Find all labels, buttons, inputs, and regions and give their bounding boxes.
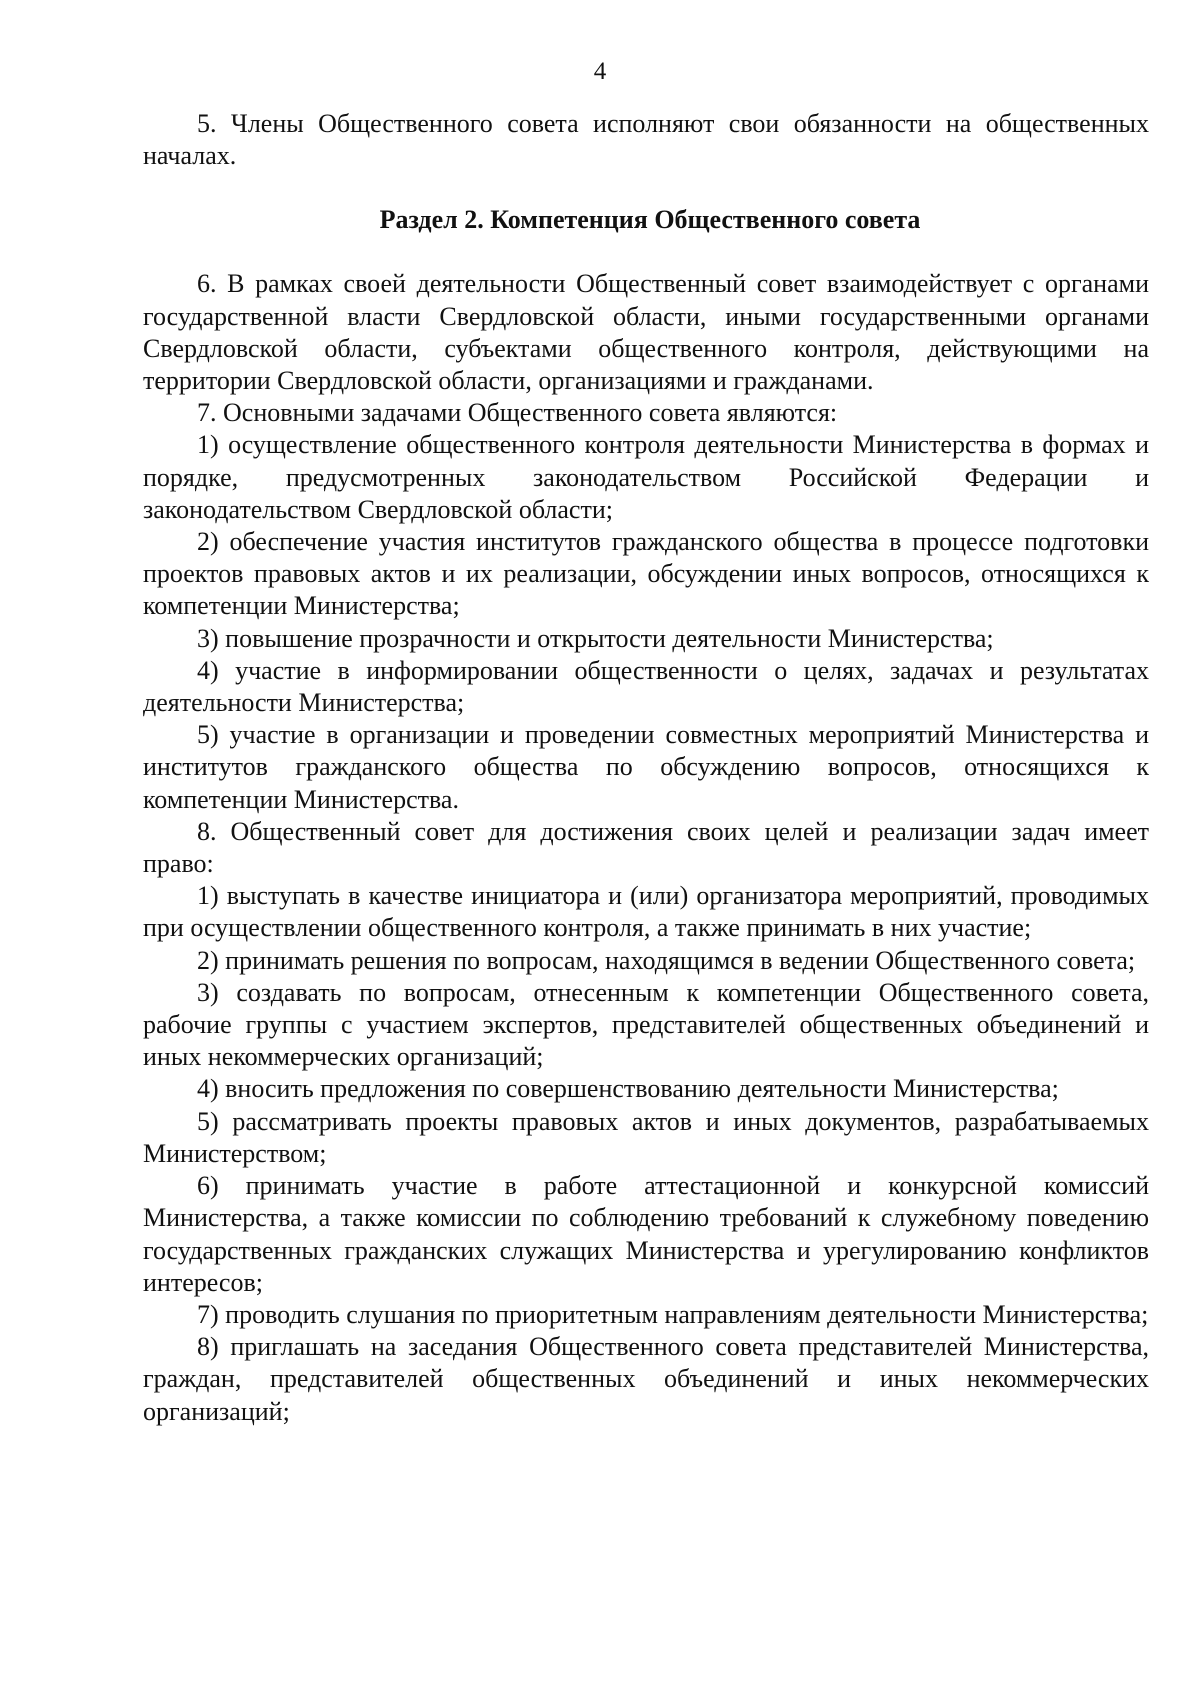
page-number: 4: [593, 58, 607, 85]
paragraph-8-item-2: 2) принимать решения по вопросам, находящимся в ведении Общественного совета;: [197, 945, 1136, 975]
document-body: [143, 108, 1149, 1428]
paragraph-8-item-6: 6) принимать участие в работе аттестационной и конкурсной комиссий Министерства, а также комиссии по соблюдению требований к служебному поведению государственных гражданских служащих Министерства и урегулированию конфликтов интересов;: [143, 1171, 1149, 1297]
paragraph-7: 7. Основными задачами Общественного совета являются:: [197, 398, 838, 428]
paragraph-7-item-5: 5) участие в организации и проведении совместных мероприятий Министерства и институтов гражданского общества по обсуждению вопросов, относящихся к компетенции Министерства.: [143, 720, 1149, 814]
paragraph-7-item-3: 3) повышение прозрачности и открытости деятельности Министерства;: [197, 623, 994, 653]
paragraph-7-item-4: 4) участие в информировании общественности о целях, задачах и результатах деятельности Министерства;: [143, 655, 1149, 718]
paragraph-7-item-2: 2) обеспечение участия институтов гражданского общества в процессе подготовки проектов правовых актов и их реализации, обсуждении иных вопросов, относящихся к компетенции Министерства;: [143, 527, 1149, 621]
paragraph-8-item-1: 1) выступать в качестве инициатора и (или) организатора мероприятий, проводимых при осуществлении общественного контроля, а также принимать в них участие;: [143, 881, 1149, 943]
paragraph-8-item-3: 3) создавать по вопросам, отнесенным к компетенции Общественного совета, рабочие группы с участием экспертов, представителей общественных объединений и иных некоммерческих организаций;: [143, 977, 1149, 1072]
paragraph-8-item-5: 5) рассматривать проекты правовых актов и иных документов, разрабатываемых Министерством;: [143, 1106, 1149, 1168]
paragraph-8-item-4: 4) вносить предложения по совершенствованию деятельности Министерства;: [197, 1074, 1059, 1104]
paragraph-8-item-7: 7) проводить слушания по приоритетным направлениям деятельности Министерства;: [197, 1299, 1149, 1329]
paragraph-8-item-8: 8) приглашать на заседания Общественного совета представителей Министерства, граждан, представителей общественных объединений и иных некоммерческих организаций;: [143, 1332, 1149, 1426]
paragraph-7-item-1: 1) осуществление общественного контроля деятельности Министерства в формах и порядке, предусмотренных законодательством Российской Федерации и законодательством Свердловской области;: [143, 430, 1149, 524]
section-heading: Раздел 2. Компетенция Общественного совета: [379, 205, 921, 235]
paragraph-8: 8. Общественный совет для достижения своих целей и реализации задач имеет право:: [143, 816, 1149, 879]
paragraph-6: 6. В рамках своей деятельности Общественный совет взаимодействует с органами государственной власти Свердловской области, иными государственными органами Свердловской области, субъектами общественного контроля, действующими на территории Свердловской области, организациями и гражданами.: [143, 269, 1149, 396]
paragraph-5: 5. Члены Общественного совета исполняют свои обязанности на общественных началах.: [143, 109, 1149, 171]
